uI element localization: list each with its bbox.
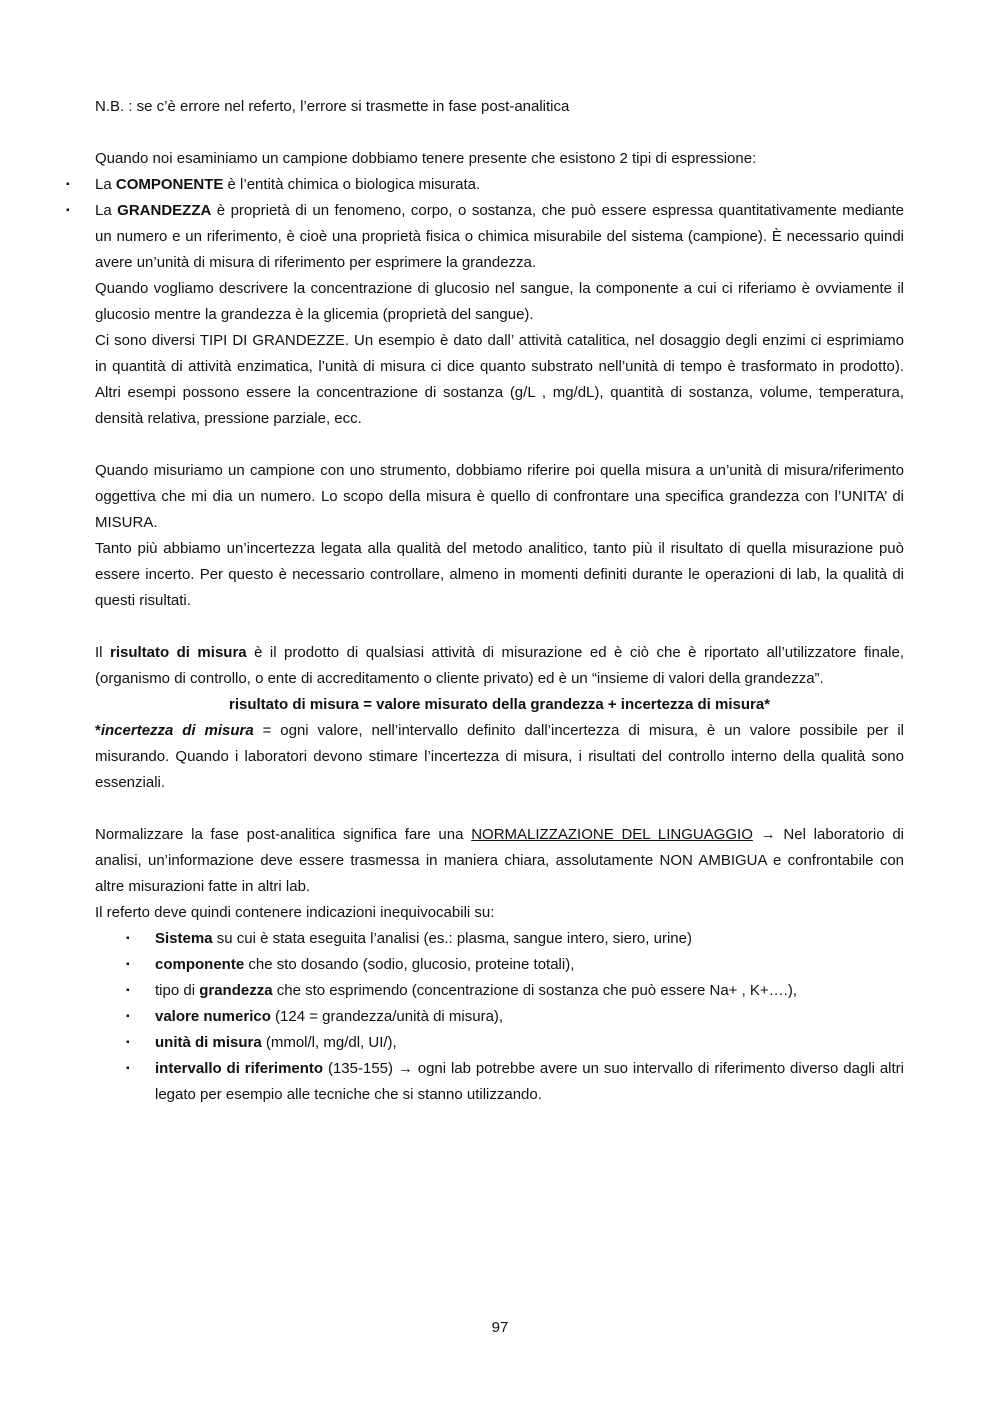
bullet-grandezza: ▪ La GRANDEZZA è proprietà di un fenomeno, corpo, o sostanza, che può essere espressa quantitativamente mediante un numero e un riferimento, è cioè una proprietà fisica o chimica misurabile del sistema (campione). È necessario quindi avere un’unità di misura di riferimento per esprimere la grandezza. — [95, 198, 904, 276]
bullet-marker: ▪ — [126, 959, 130, 970]
normalizzare-paragraph: Normalizzare la fase post-analitica significa fare una NORMALIZZAZIONE DEL LINGUAGGIO → Nel laboratorio di analisi, un’informazione deve essere trasmessa in maniera chiara, assolutamente NON AMBIGUA e confrontabile con altre misurazioni fatte in altri lab. — [95, 826, 904, 895]
glucosio-paragraph: Quando vogliamo descrivere la concentrazione di glucosio nel sangue, la componente a cui ci riferiamo è ovviamente il glucosio mentre la grandezza è la glicemia (proprietà del sangue). — [95, 280, 904, 323]
formula-line: risultato di misura = valore misurato della grandezza + incertezza di misura* — [228, 696, 771, 713]
bullet-marker: ▪ — [126, 1063, 130, 1074]
list-item: ▪ intervallo di riferimento (135-155) → ogni lab potrebbe avere un suo intervallo di riferimento diverso dagli altri legato per esempio alle tecniche che si stanno utilizzando. — [155, 1056, 904, 1108]
bullet-marker: ▪ — [126, 1037, 130, 1048]
incertezza-paragraph: Tanto più abbiamo un’incertezza legata alla qualità del metodo analitico, tanto più il risultato di quella misurazione può essere incerto. Per questo è necessario controllare, almeno in momenti definiti durante le operazioni di lab, la qualità di questi risultati. — [95, 540, 904, 609]
risultato-paragraph: Il risultato di misura è il prodotto di qualsiasi attività di misurazione ed è ciò che è riportato all’utilizzatore finale, (organismo di controllo, o ente di accreditamento o cliente privato) ed è un “insieme di valori della grandezza”. — [95, 644, 905, 687]
term-risultato: risultato di misura — [109, 644, 247, 661]
bullet-marker: ▪ — [66, 179, 70, 190]
page-content — [66, 94, 905, 1108]
intro-paragraph: Quando noi esaminiamo un campione dobbiamo tenere presente che esistono 2 tipi di espressione: — [95, 150, 757, 167]
term-componente: COMPONENTE — [115, 176, 224, 193]
list-item: ▪ unità di misura (mmol/l, mg/dl, UI/), — [155, 1030, 904, 1056]
tipi-grandezze-paragraph: Ci sono diversi TIPI DI GRANDEZZE. Un esempio è dato dall’ attività catalitica, nel dosaggio degli enzimi ci esprimiamo in quantità di attività enzimatica, l’unità di misura ci dice quanto substrato nell’unità di tempo è trasformato in prodotto). Altri esempi possono essere la concentrazione di sostanza (g/L , mg/dL), quantità di sostanza, volume, temperatura, densità relativa, pressione parziale, ecc. — [95, 332, 904, 427]
normalizzazione-link-text: NORMALIZZAZIONE DEL LINGUAGGIO — [471, 826, 753, 843]
bullet-marker: ▪ — [126, 985, 130, 996]
arrow-icon: → — [752, 826, 784, 843]
list-item: ▪ Sistema su cui è stata eseguita l’analisi (es.: plasma, sangue intero, siero, urine) — [155, 926, 904, 952]
referto-list — [95, 926, 904, 1108]
nb-note: N.B. : se c’è errore nel referto, l’errore si trasmette in fase post-analitica — [95, 98, 570, 115]
misuriamo-paragraph: Quando misuriamo un campione con uno strumento, dobbiamo riferire poi quella misura a un’unità di misura/riferimento oggettiva che mi dia un numero. Lo scopo della misura è quello di confrontare una specifica grandezza con l’UNITA’ di MISURA. — [95, 462, 904, 531]
term-grandezza: GRANDEZZA — [117, 202, 212, 219]
list-item: ▪ valore numerico (124 = grandezza/unità di misura), — [155, 1004, 904, 1030]
referto-paragraph: Il referto deve quindi contenere indicazioni inequivocabili su: — [95, 904, 495, 921]
list-item: ▪ componente che sto dosando (sodio, glucosio, proteine totali), — [155, 952, 904, 978]
bullet-componente: ▪ La COMPONENTE è l’entità chimica o biologica misurata. — [95, 172, 904, 198]
list-item: ▪ tipo di grandezza che sto esprimendo (concentrazione di sostanza che può essere Na+ , K+….), — [155, 978, 904, 1004]
bullet-marker: ▪ — [66, 205, 70, 216]
bullet-marker: ▪ — [126, 933, 130, 944]
term-incertezza: incertezza di misura — [100, 722, 254, 739]
page-number: 97 — [491, 1319, 509, 1336]
nota-incertezza: *incertezza di misura = ogni valore, nell’intervallo definito dall’incertezza di misura, è un valore possibile per il misurando. Quando i laboratori devono stimare l’incertezza di misura, i risultati del controllo interno della qualità sono essenziali. — [95, 722, 904, 791]
bullet-marker: ▪ — [126, 1011, 130, 1022]
